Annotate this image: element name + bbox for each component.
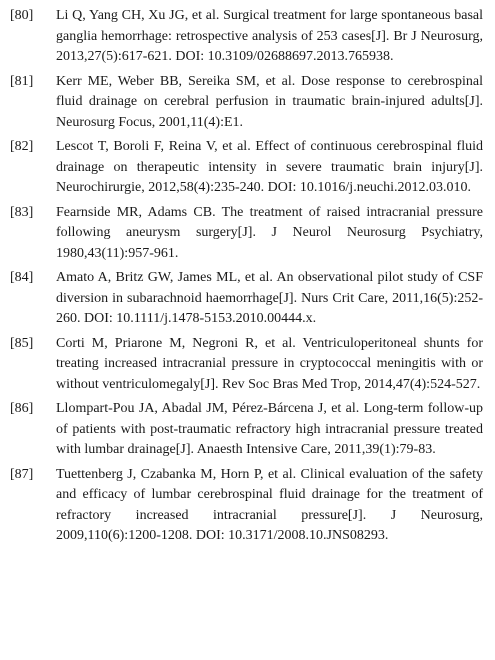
reference-number: [85] <box>10 335 34 351</box>
reference-text: Tuettenberg J, Czabanka M, Horn P, et al. Clinical evaluation of the safety and efficacy of lumbar cerebrospinal fluid drainage for the treatment of refractory increased intracranial pressure[J]. J Neurosurg, 2009,110(6):1200-1208. DOI: 10.3171/2008.10.JNS08293. <box>56 466 483 543</box>
reference-item <box>10 399 483 461</box>
reference-text: Llompart-Pou JA, Abadal JM, Pérez-Bárcena J, et al. Long-term follow-up of patients with post-traumatic refractory high intracranial pressure treated with lumbar drainage[J]. Anaesth Intensive Care, 2011,39(1):79-83. <box>56 401 483 457</box>
reference-item <box>10 137 483 199</box>
reference-item <box>10 6 483 68</box>
reference-item <box>10 465 483 547</box>
reference-number: [87] <box>10 466 34 482</box>
reference-number: [86] <box>10 401 34 416</box>
reference-text: Fearnside MR, Adams CB. The treatment of raised intracranial pressure following aneurysm surgery[J]. J Neurol Neurosurg Psychiatry, 1980,43(11):957-961. <box>56 204 483 261</box>
reference-item <box>10 72 483 134</box>
reference-text: Kerr ME, Weber BB, Sereika SM, et al. Dose response to cerebrospinal fluid drainage on cerebral perfusion in traumatic brain-injured adults[J]. Neurosurg Focus, 2001,11(4):E1. <box>56 73 483 130</box>
reference-number: [83] <box>10 204 34 220</box>
reference-text: Lescot T, Boroli F, Reina V, et al. Effect of continuous cerebrospinal fluid drainage on therapeutic intensity in severe traumatic brain injury[J]. Neurochirurgie, 2012,58(4):235-240. DOI: 10.1016/j.neuchi.2012.03.010. <box>56 139 483 195</box>
reference-item <box>10 268 483 330</box>
reference-number: [81] <box>10 73 34 89</box>
reference-item <box>10 203 483 265</box>
reference-number: [84] <box>10 270 34 285</box>
reference-item <box>10 334 483 396</box>
reference-number: [80] <box>10 8 34 23</box>
reference-text: Li Q, Yang CH, Xu JG, et al. Surgical treatment for large spontaneous basal ganglia hemorrhage: retrospective analysis of 253 cases[J]. Br J Neurosurg, 2013,27(5):617-621. DOI: 10.3109/02688697.2013.765938. <box>56 8 483 64</box>
reference-text: Amato A, Britz GW, James ML, et al. An observational pilot study of CSF diversion in subarachnoid haemorrhage[J]. Nurs Crit Care, 2011,16(5):252-260. DOI: 10.1111/j.1478-5153.2010.00444.x. <box>56 270 483 326</box>
reference-text: Corti M, Priarone M, Negroni R, et al. Ventriculoperitoneal shunts for treating increased intracranial pressure in cryptococcal meningitis with or without ventriculomegaly[J]. Rev Soc Bras Med Trop, 2014,47(4):524-527. <box>56 335 483 392</box>
reference-number: [82] <box>10 139 34 154</box>
